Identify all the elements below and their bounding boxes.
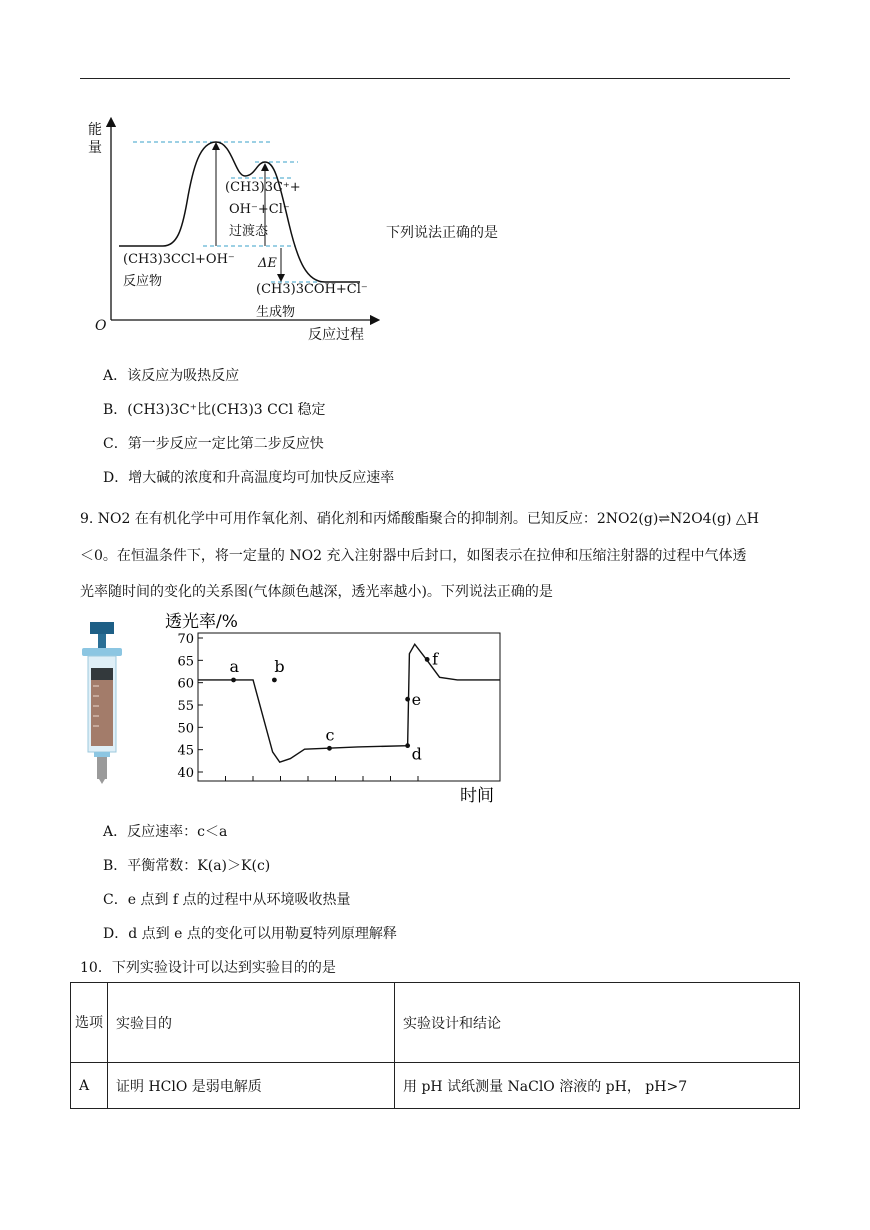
row-option: A bbox=[71, 1063, 108, 1109]
q9-line-1: 9. NO2 在有机化学中可用作氧化剂、硝化剂和丙烯酸酯聚合的抑制剂。已知反应：2NO2(g)⇌N2O4(g) △H bbox=[80, 511, 759, 527]
point-a-label: a bbox=[229, 656, 240, 676]
row-purpose: 证明 HClO 是弱电解质 bbox=[108, 1063, 395, 1109]
point-c-marker bbox=[327, 746, 332, 751]
products-formula: (CH3)3COH+Cl⁻ bbox=[256, 282, 368, 297]
point-e-label: e bbox=[411, 690, 422, 710]
y-tick-label: 65 bbox=[177, 654, 194, 670]
point-f-marker bbox=[425, 657, 430, 662]
point-b-label: b bbox=[274, 656, 285, 676]
table-header-row bbox=[71, 983, 800, 1063]
q9-line-3: 光率随时间的变化的关系图(气体颜色越深，透光率越小)。下列说法正确的是 bbox=[80, 584, 553, 600]
header-rule bbox=[80, 78, 790, 79]
point-f-label: f bbox=[432, 649, 439, 669]
energy-x-label: 反应过程 bbox=[308, 327, 364, 343]
y-tick-label: 55 bbox=[177, 699, 194, 714]
y-tick-label: 45 bbox=[177, 743, 194, 759]
point-d-marker bbox=[405, 743, 410, 748]
products-label: 生成物 bbox=[256, 305, 296, 320]
q8-option-b: B．(CH3)3C⁺比(CH3)3 CCl 稳定 bbox=[103, 402, 326, 418]
chart-frame bbox=[198, 633, 500, 781]
intermediate-ions: OH⁻+Cl⁻ bbox=[229, 202, 290, 217]
transmittance-series-line bbox=[198, 644, 500, 762]
y-tick-label: 50 bbox=[177, 721, 194, 737]
header-option: 选项 bbox=[71, 983, 108, 1063]
transmittance-chart bbox=[160, 606, 510, 811]
point-b-marker bbox=[272, 678, 277, 683]
row-design: 用 pH 试纸测量 NaClO 溶液的 pH， pH>7 bbox=[395, 1063, 800, 1109]
delta-e-label: ΔE bbox=[258, 256, 277, 271]
header-purpose: 实验目的 bbox=[108, 983, 395, 1063]
q8-prompt: 下列说法正确的是 bbox=[386, 225, 498, 241]
q9-option-d: D．d 点到 e 点的变化可以用勒夏特列原理解释 bbox=[103, 926, 397, 942]
point-d-label: d bbox=[411, 744, 422, 764]
reactants-formula: (CH3)3CCl+OH⁻ bbox=[123, 252, 235, 267]
chart-ylabel: 透光率/% bbox=[165, 612, 238, 632]
point-c-label: c bbox=[325, 725, 335, 745]
q9-option-c: C．e 点到 f 点的过程中从环境吸收热量 bbox=[103, 892, 351, 908]
y-tick-label: 70 bbox=[177, 632, 194, 647]
energy-y-label: 能量 bbox=[88, 122, 102, 156]
point-a-marker bbox=[231, 678, 236, 683]
q8-option-d: D．增大碱的浓度和升高温度均可加快反应速率 bbox=[103, 470, 395, 486]
q10-table bbox=[70, 982, 800, 1109]
header-design: 实验设计和结论 bbox=[395, 983, 800, 1063]
transition-state-label: 过渡态 bbox=[229, 224, 269, 239]
q9-option-b: B．平衡常数：K(a)＞K(c) bbox=[103, 858, 271, 874]
table-row bbox=[71, 1063, 800, 1109]
q9-option-a: A．反应速率：c＜a bbox=[103, 824, 228, 840]
point-e-marker bbox=[405, 697, 410, 702]
q8-option-c: C．第一步反应一定比第二步反应快 bbox=[103, 436, 324, 452]
q9-line-2: ＜0。在恒温条件下，将一定量的 NO2 充入注射器中后封口，如图表示在拉伸和压缩注射器的过程中气体透 bbox=[80, 548, 747, 564]
origin-label: O bbox=[95, 318, 107, 334]
chart-xlabel: 时间 bbox=[460, 786, 494, 806]
y-tick-label: 60 bbox=[177, 676, 194, 692]
q8-option-a: A．该反应为吸热反应 bbox=[103, 368, 240, 384]
syringe-icon bbox=[78, 620, 128, 785]
intermediate-formula: (CH3)3C⁺+ bbox=[225, 180, 301, 195]
reactants-label: 反应物 bbox=[123, 274, 163, 289]
q10-stem: 10．下列实验设计可以达到实验目的的是 bbox=[80, 960, 336, 976]
y-tick-label: 40 bbox=[177, 766, 194, 781]
